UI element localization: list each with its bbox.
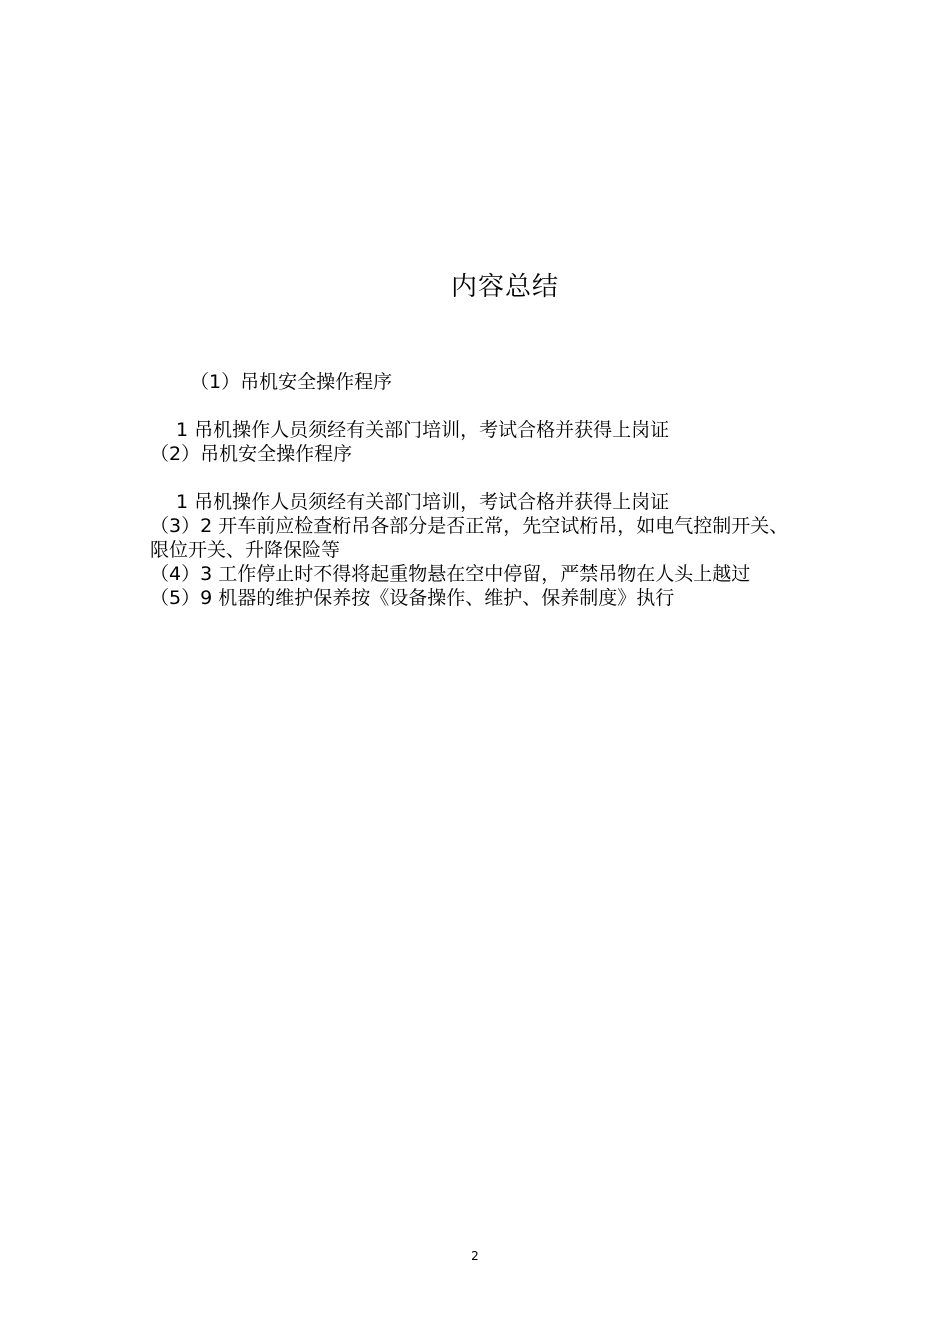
text-line-6: （4）3 工作停止时不得将起重物悬在空中停留，严禁吊物在人头上越过 [150, 563, 751, 585]
text-line-5: （3）2 开车前应检查桁吊各部分是否正常，先空试桁吊，如电气控制开关、限位开关、升降保险等 [150, 515, 789, 561]
text-line-7: （5）9 机器的维护保养按《设备操作、维护、保养制度》执行 [150, 587, 675, 609]
text-line-3: （2）吊机安全操作程序 [150, 443, 353, 465]
text-line-2: 1 吊机操作人员须经有关部门培训，考试合格并获得上岗证 [176, 419, 670, 441]
page-title: 内容总结 [450, 272, 559, 302]
text-line-1: （1）吊机安全操作程序 [190, 371, 393, 393]
page-number: 2 [471, 1249, 479, 1263]
text-line-4: 1 吊机操作人员须经有关部门培训，考试合格并获得上岗证 [176, 491, 670, 513]
